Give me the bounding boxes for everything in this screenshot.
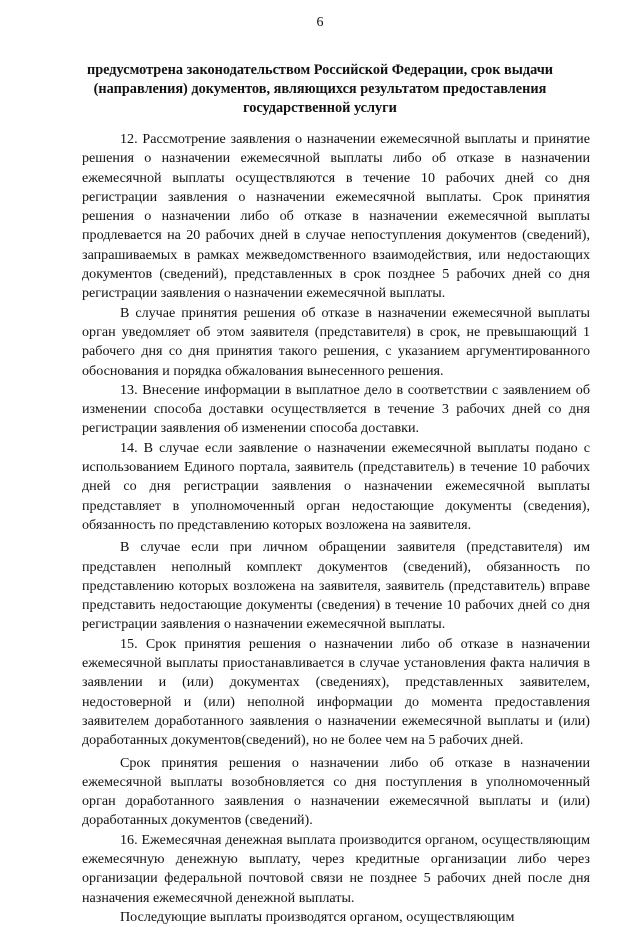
paragraph-12: 12. Рассмотрение заявления о назначении ежемесячной выплаты и принятие решения о назначении ежемесячной выплаты либо об отказе в назначении ежемесячной выплаты осуществляются в течение 10 рабочих дней со дня регистрации заявления о назначении ежемесячной выплаты. Срок принятия решения о назначении либо об отказе в назначении ежемесячной выплаты продлевается на 20 рабочих дней в случае непоступления документов (сведений), запрашиваемых в рамках межведомственного взаимодействия, или недостающих документов (сведений), представленных в срок позднее 5 рабочих дней со дня регистрации заявления о назначении ежемесячной выплаты.	[82, 131, 590, 302]
section-heading: предусмотрена законодательством Российской Федерации, срок выдачи (направления) документов, являющихся результатом предоставления государственной услуги	[86, 62, 554, 116]
paragraph-personal-visit: В случае если при личном обращении заявителя (представителя) им представлен неполный комплект документов (сведений), обязанность по представлению которых возложена на заявителя, заявитель (представитель) вправе представить недостающие документы (сведения) в течение 10 рабочих дней со дня регистрации заявления о назначении ежемесячной выплаты.	[82, 539, 590, 633]
paragraph-subsequent-payments: Последующие выплаты производятся органом, осуществляющим	[120, 908, 515, 925]
body-text	[82, 130, 590, 927]
paragraph-15: 15. Срок принятия решения о назначении либо об отказе в назначении ежемесячной выплаты приостанавливается в случае установления факта наличия в заявлении и (или) документах (сведениях), представленных заявителем, недостоверной и (или) неполной информации до момента предоставления заявителем доработанного заявления о назначении ежемесячной выплаты и (или) доработанных документов(сведений), но не более чем на 5 рабочих дней.	[82, 635, 590, 749]
page-number: 6	[316, 15, 324, 30]
paragraph-13: 13. Внесение информации в выплатное дело в соответствии с заявлением об изменении способа доставки осуществляется в течение 3 рабочих дней со дня регистрации заявления об изменении способа доставки.	[82, 381, 590, 437]
paragraph-14: 14. В случае если заявление о назначении ежемесячной выплаты подано с использованием Единого портала, заявитель (представитель) в течение 10 рабочих дней со дня регистрации заявления о назначении ежемесячной выплаты представляет в уполномоченный орган недостающие документы (сведения), обязанность по представлению которых возложена на заявителя.	[82, 439, 590, 533]
paragraph-term-resumed: Срок принятия решения о назначении либо об отказе в назначении ежемесячной выплаты возобновляется со дня поступления в уполномоченный орган доработанного заявления о назначении ежемесячной выплаты и (или) доработанных документов (сведений).	[82, 754, 590, 829]
paragraph-16: 16. Ежемесячная денежная выплата производится органом, осуществляющим ежемесячную денежную выплату, через кредитные организации либо через организации федеральной почтовой связи не позднее 5 рабочих дней после дня назначения ежемесячной денежной выплаты.	[82, 831, 590, 906]
paragraph-refusal-notice: В случае принятия решения об отказе в назначении ежемесячной выплаты орган уведомляет об этом заявителя (представителя) в срок, не превышающий 1 рабочего дня со дня принятия такого решения, с указанием аргументированного обоснования и порядка обжалования вынесенного решения.	[82, 304, 590, 379]
